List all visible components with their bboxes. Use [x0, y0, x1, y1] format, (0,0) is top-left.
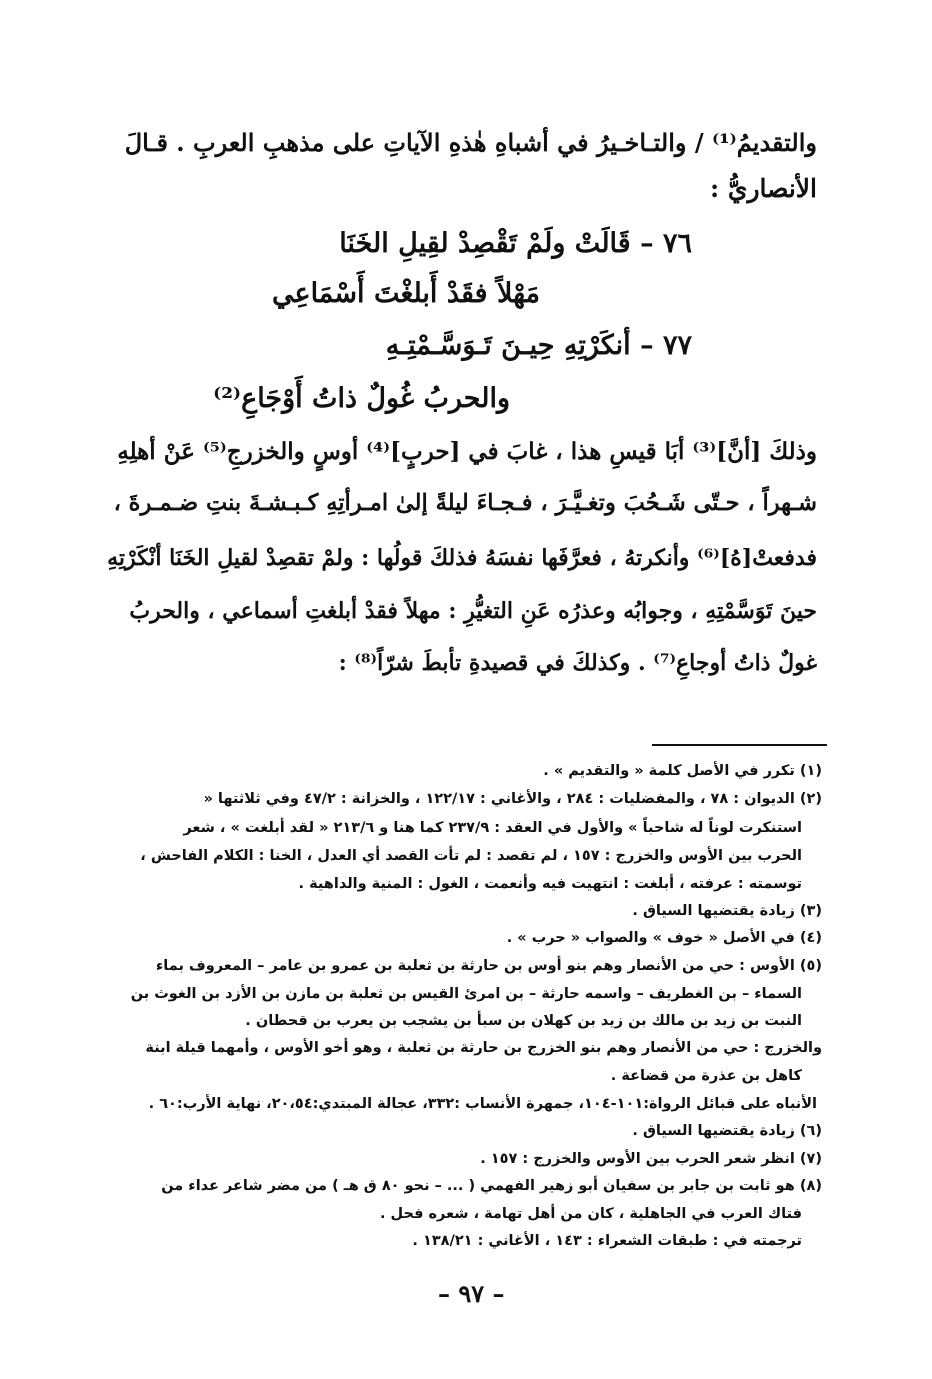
- body-line: والتقديمُ⁽¹⁾ / والتـاخـيرُ في أشباهِ هٰذهِ الآياتِ على مذهبِ العربِ . قـالَ: [124, 128, 817, 157]
- verse-line: والحربُ غُولٌ ذاتُ أَوْجَاعِ⁽²⁾: [213, 383, 510, 414]
- footnote-line: استنكرت لوناً له شاحباً » والأول في العقد : ٢٣٧/٩ كما هنا و ٢١٣/٦ « لقد أبلغت » ، شعر: [183, 820, 802, 836]
- footnote-line: كاهل بن عذرة من قضاعة .: [610, 1068, 802, 1084]
- footnote-line: (٧) انظر شعر الحرب بين الأوس والخزرج : ١٥٧ .: [480, 1151, 822, 1167]
- footnote-line: (٦) زيادة يقتضيها السياق .: [632, 1123, 822, 1139]
- footnote-line: الأنباه على قبائل الرواة:١٠١-١٠٤، جمهرة الأنساب :٣٣٢، عجالة المبتدي:٢٠،٥٤، نهاية الأرب:٦٠ .: [148, 1096, 817, 1112]
- footnote-line: السماء – بن الغطريف – واسمه حارثة – بن امرئ القيس بن ثعلبة بن مازن بن الأزد بن الغوث بن: [130, 986, 802, 1002]
- footnote-line: ترجمته في : طبقات الشعراء : ١٤٣ ، الأغاني : ١٣٨/٢١ .: [412, 1233, 802, 1249]
- footnote-line: النبت بن زيد بن مالك بن زيد بن كهلان بن سبأ بن يشجب بن يعرب بن قحطان .: [245, 1013, 802, 1029]
- body-line: غولٌ ذاتُ أوجاعِ⁽⁷⁾ . وكذلكَ في قصيدةِ تأبطَ شرّاً⁽⁸⁾ :: [338, 650, 817, 676]
- footnote-separator: [652, 744, 827, 746]
- page-number: – ٩٧ –: [438, 1279, 505, 1308]
- body-line: فدفعتْ[هُ]⁽⁶⁾ وأنكرتهُ ، فعرَّفَها نفسَهُ فذلكَ قولُها : ولمْ تقصِدْ لقيلِ الخَنَا أنْكَرْتِهِ: [107, 545, 817, 571]
- footnote-line: فتاك العرب في الجاهلية ، كان من أهل تهامة ، شعره فحل .: [380, 1206, 802, 1222]
- body-line: شـهراً ، حـتّى شَـحُبَ وتغـيَّـرَ ، فـجـاءَ ليلةً إلىٰ امـرأتِهِ كـبـشـةَ بنتِ ضـمـرةَ ،: [113, 490, 817, 516]
- footnote-line: (٣) زيادة يقتضيها السياق .: [632, 903, 822, 919]
- footnote-line: (١) تكرر في الأصل كلمة « والتقديم » .: [543, 763, 822, 779]
- footnote-line: (٢) الديوان : ٧٨ ، والمفضليات : ٢٨٤ ، والأغاني : ١٢٢/١٧ ، والخزانة : ٤٧/٢ وفي ثلاثتها «: [203, 791, 822, 807]
- footnote-line: (٤) في الأصل « خوف » والصواب « حرب » .: [506, 930, 822, 946]
- body-line: الأنصاريُّ :: [709, 174, 817, 203]
- body-line: حينَ تَوَسَّمْتِهِ ، وجوابُه وعذرُه عَنِ التغيُّرِ : مهلاً فقدْ أبلغتِ أسماعي ، والحربُ: [129, 598, 817, 624]
- footnote-line: الحرب بين الأوس والخزرج : ١٥٧ ، لم تقصد : لم تأت القصد أي العدل ، الخنا : الكلام الفاحش ،: [140, 848, 802, 864]
- footnote-line: توسمته : عرفته ، أبلغت : انتهيت فيه وأنعمت ، الغول : المنية والداهية .: [298, 876, 802, 892]
- verse-line: مَهْلاً فقَدْ أَبلغْتَ أَسْمَاعِي: [271, 278, 540, 309]
- body-line: وذلكَ [أنَّ]⁽³⁾ أبَا قيسِ هذا ، غابَ في [حربٍ]⁽⁴⁾ أوسٍ والخزرجِ⁽⁵⁾ عَنْ أهلِهِ: [117, 438, 817, 465]
- footnote-line: (٥) الأوس : حي من الأنصار وهم بنو أوس بن حارثة بن ثعلبة بن عمرو بن عامر – المعروف بماء: [155, 958, 822, 974]
- footnote-line: (٨) هو ثابت بن جابر بن سفيان أبو زهير الفهمي ( ... – نحو ٨٠ ق هـ ) من مضر شاعر عداء من: [161, 1178, 822, 1194]
- footnote-line: والخزرج : حي من الأنصار وهم بنو الخزرج بن حارثة بن ثعلبة ، وهو أخو الأوس ، وأمهما قيلة ابنة: [145, 1040, 822, 1056]
- verse-line: ٧٧ – أنكَرْتِهِ حِيـنَ تَـوَسَّـمْتِـهِ: [385, 330, 692, 361]
- verse-line: ٧٦ – قَالَتْ ولَمْ تَقْصِدْ لقِيلِ الخَنَا: [339, 228, 692, 259]
